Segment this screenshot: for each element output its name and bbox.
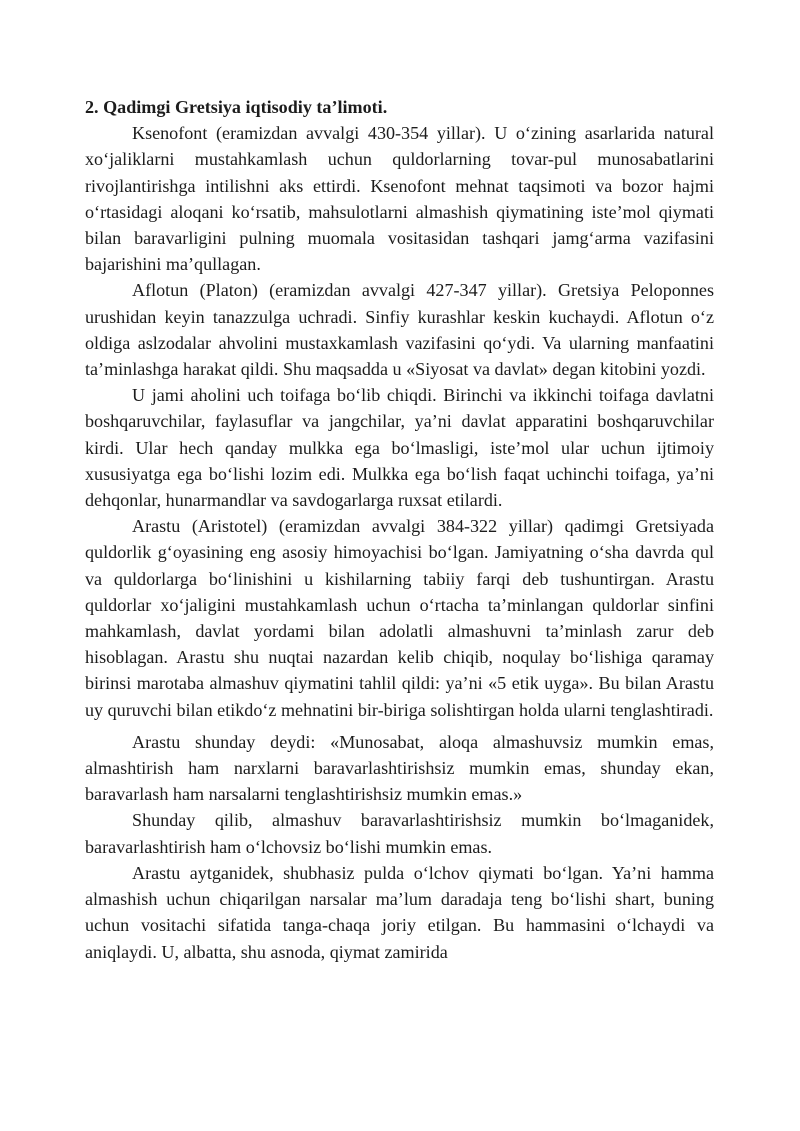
- paragraph-exchange-measure: Shunday qilib, almashuv baravarlashtirishsiz mumkin bo‘lmaganidek, baravarlashtirish ham o‘lchovsiz bo‘lishi mumkin emas.: [85, 810, 714, 857]
- section-heading: 2. Qadimgi Gretsiya iqtisodiy ta’limoti.: [85, 97, 388, 117]
- document-page: [85, 94, 714, 965]
- paragraph-arastu-quote: Arastu shunday deydi: «Munosabat, aloqa almashuvsiz mumkin emas, almashtirish ham narxlarni baravarlashtirishsiz mumkin emas, shunday ekan, baravarlash ham narsalarni tenglashtirishsiz mumkin emas.»: [85, 731, 714, 805]
- paragraph-money-measure: Arastu aytganidek, shubhasiz pulda o‘lchov qiymati bo‘lgan. Ya’ni hamma almashish uchun chiqarilgan narsalar ma’lum daradaja teng bo‘lishi shart, buning uchun vositachi sifatida tanga-chaqa joriy etilgan. Bu hammasini o‘lchaydi va aniqlaydi. U, albatta, shu asnoda, qiymat zamirida: [85, 862, 714, 962]
- paragraph-three-classes: U jami aholini uch toifaga bo‘lib chiqdi. Birinchi va ikkinchi toifaga davlatni boshqaruvchilar, faylasuflar va jangchilar, ya’ni davlat apparatini boshqaruvchilar kirdi. Ular hech qanday mulkka ega bo‘lmasligi, iste’mol ular uchun ijtimoiy xususiyatga ega bo‘lishi lozim edi. Mulkka ega bo‘lish faqat uchinchi toifaga, ya’ni dehqonlar, hunarmandlar va savdogarlarga ruxsat etilardi.: [85, 385, 714, 511]
- paragraph-aflotun: Aflotun (Platon) (eramizdan avvalgi 427-347 yillar). Gretsiya Peloponnes urushidan keyin tanazzulga uchradi. Sinfiy kurashlar keskin kuchaydi. Aflotun o‘z oldiga aslzodalar ahvolini mustaxkamlash vazifasini qo‘ydi. Va ularning manfaatini ta’minlashga harakat qildi. Shu maqsadda u «Siyosat va davlat» degan kitobini yozdi.: [85, 280, 714, 380]
- paragraph-arastu: Arastu (Aristotel) (eramizdan avvalgi 384-322 yillar) qadimgi Gretsiyada quldorlik g‘oyasining eng asosiy himoyachisi bo‘lgan. Jamiyatning o‘sha davrda qul va quldorlarga bo‘linishini u kishilarning tabiiy farqi deb tushuntirgan. Arastu quldorlar xo‘jaligini mustahkamlash uchun o‘rtacha ta’minlangan quldorlar sinfini mahkamlash, davlat yordami bilan adolatli almashuvni ta’minlash zarur deb hisoblagan. Arastu shu nuqtai nazardan kelib chiqib, noqulay bo‘lishiga qaramay birinsi marotaba almashuv qiymatini tahlil qildi: ya’ni «5 etik uyga». Bu bilan Arastu uy quruvchi bilan etikdo‘z mehnatini bir-biriga solishtirgan holda ularni tenglashtiradi.: [85, 516, 714, 720]
- paragraph-ksenofont: Ksenofont (eramizdan avvalgi 430-354 yillar). U o‘zining asarlarida natural xo‘jaliklarni mustahkamlash uchun quldorlarning tovar-pul munosabatlarini rivojlantirishga intilishni aks ettirdi. Ksenofont mehnat taqsimoti va bozor hajmi o‘rtasidagi aloqani ko‘rsatib, mahsulotlarni almashish qiymatining iste’mol qiymati bilan baravarligini pulning muomala vositasidan tashqari jamg‘arma vazifasini bajarishini ma’qullagan.: [85, 123, 714, 275]
